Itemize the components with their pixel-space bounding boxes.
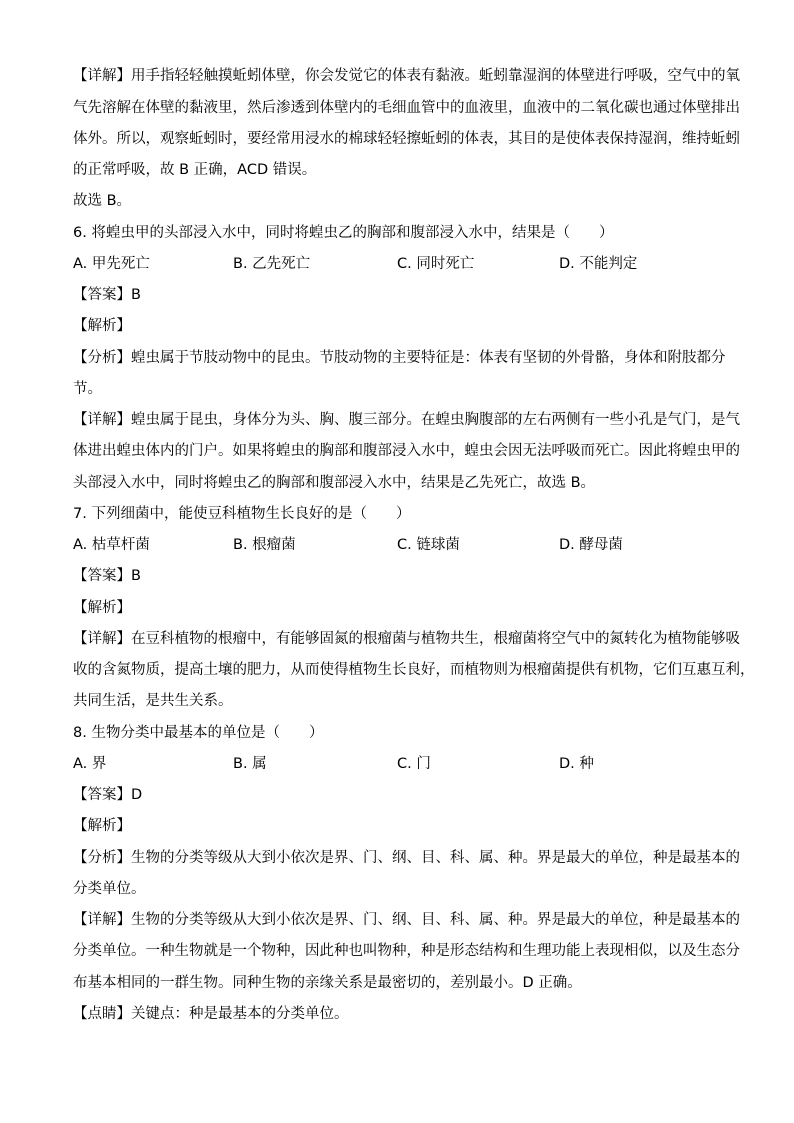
text-line: 【详解】蝗虫属于昆虫，身体分为头、胸、腹三部分。在蝗虫胸腹部的左右两侧有一些小孔是气门，是气 [73, 412, 740, 428]
q8-option-d: D. 种 [559, 756, 594, 772]
text-line: 【详解】用手指轻轻触摸蚯蚓体壁，你会发觉它的体表有黏液。蚯蚓靠湿润的体壁进行呼吸，空气中的氧 [73, 68, 740, 84]
text-line: 布基本相同的一群生物。同种生物的亲缘关系是最密切的，差别最小。D 正确。 [73, 975, 582, 991]
text-line: 分类单位。一种生物就是一个物种，因此种也叫物种，种是形态结构和生理功能上表现相似，以及生态分 [73, 943, 740, 959]
text-line: 气先溶解在体壁的黏液里，然后渗透到体壁内的毛细血管中的血液里，血液中的二氧化碳也通过体壁排出 [73, 100, 740, 116]
q6-option-d: D. 不能判定 [559, 256, 638, 272]
answer-label: 【答案】D [73, 787, 143, 803]
answer-label: 【答案】B [73, 568, 141, 584]
text-line: 【详解】生物的分类等级从大到小依次是界、门、纲、目、科、属、种。界是最大的单位，种是最基本的 [73, 912, 740, 928]
text-line: 节。 [73, 381, 102, 397]
text-line: 体外。所以，观察蚯蚓时，要经常用浸水的棉球轻轻擦蚯蚓的体表，其目的是使体表保持湿润，维持蚯蚓 [73, 131, 740, 147]
q8-option-b: B. 属 [233, 756, 267, 772]
question-6-stem: 6. 将蝗虫甲的头部浸入水中，同时将蝗虫乙的胸部和腹部浸入水中，结果是（ ） [73, 225, 614, 241]
question-7-stem: 7. 下列细菌中，能使豆科植物生长良好的是（ ） [73, 506, 411, 522]
q8-option-a: A. 界 [73, 756, 107, 772]
text-line: 体进出蝗虫体内的门户。如果将蝗虫的胸部和腹部浸入水中，蝗虫会因无法呼吸而死亡。因此将蝗虫甲的 [73, 443, 740, 459]
text-line: 的正常呼吸，故 B 正确，ACD 错误。 [73, 162, 317, 178]
text-line: 收的含氮物质，提高土壤的肥力，从而使得植物生长良好，而植物则为根瘤菌提供有机物，它们互惠互利， [73, 662, 755, 678]
text-line: 共同生活，是共生关系。 [73, 693, 233, 709]
q7-option-c: C. 链球菌 [397, 537, 460, 553]
q7-option-a: A. 枯草杆菌 [73, 537, 150, 553]
answer-label: 【答案】B [73, 287, 141, 303]
q6-option-c: C. 同时死亡 [397, 256, 475, 272]
q6-option-b: B. 乙先死亡 [233, 256, 311, 272]
text-line: 故选 B。 [73, 193, 132, 209]
text-line: 【分析】生物的分类等级从大到小依次是界、门、纲、目、科、属、种。界是最大的单位，种是最基本的 [73, 850, 740, 866]
analysis-label: 【解析】 [73, 818, 131, 834]
key-point-line: 【点睛】关键点：种是最基本的分类单位。 [73, 1006, 349, 1022]
q6-option-a: A. 甲先死亡 [73, 256, 150, 272]
analysis-label: 【解析】 [73, 600, 131, 616]
text-line: 分类单位。 [73, 881, 146, 897]
q8-option-c: C. 门 [397, 756, 431, 772]
text-line: 头部浸入水中，同时将蝗虫乙的胸部和腹部浸入水中，结果是乙先死亡，故选 B。 [73, 475, 596, 491]
text-line: 【分析】蝗虫属于节肢动物中的昆虫。节肢动物的主要特征是：体表有坚韧的外骨骼，身体和附肢都分 [73, 350, 726, 366]
text-line: 【详解】在豆科植物的根瘤中，有能够固氮的根瘤菌与植物共生，根瘤菌将空气中的氮转化为植物能够吸 [73, 631, 740, 647]
question-8-stem: 8. 生物分类中最基本的单位是（ ） [73, 725, 324, 741]
q7-option-d: D. 酵母菌 [559, 537, 623, 553]
q7-option-b: B. 根瘤菌 [233, 537, 296, 553]
analysis-label: 【解析】 [73, 318, 131, 334]
